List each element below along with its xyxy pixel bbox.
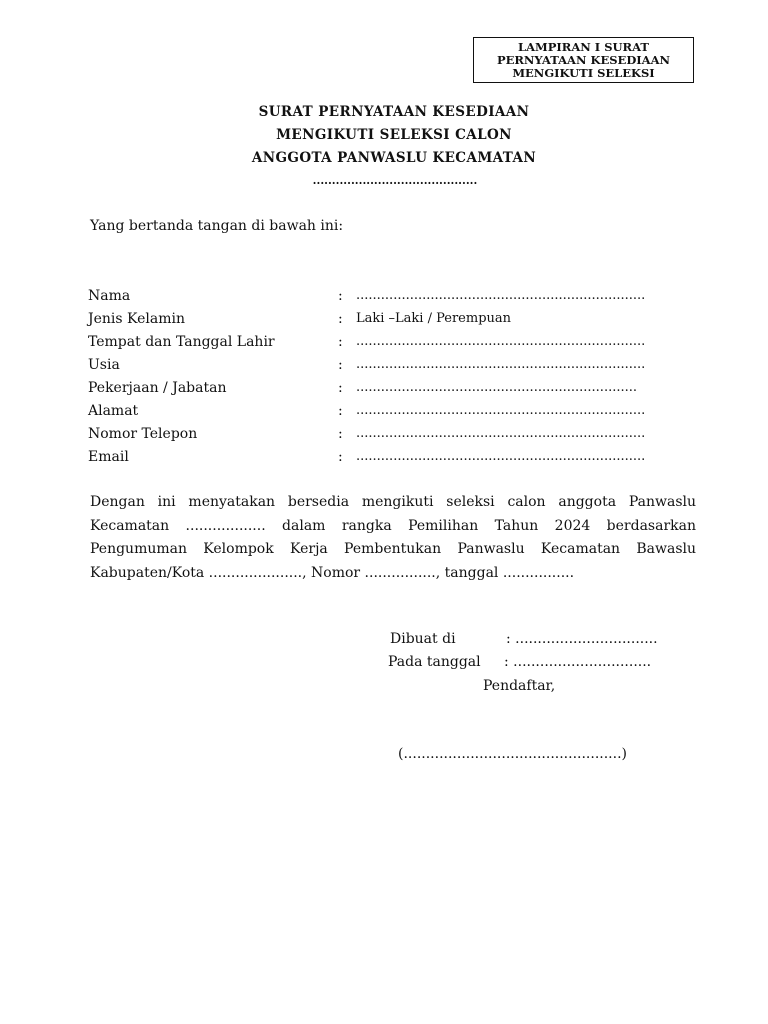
field-colon: :	[338, 288, 343, 304]
field-label: Usia	[88, 357, 120, 373]
signature-name-placeholder[interactable]: (.................................................)	[398, 746, 627, 762]
field-value-phone[interactable]: ......................................................................	[356, 426, 646, 441]
field-label: Jenis Kelamin	[88, 311, 185, 327]
field-value-occupation[interactable]: ....................................................................	[356, 380, 637, 395]
field-row-email	[88, 446, 688, 468]
attachment-line-3: MENGIKUTI SELEKSI	[512, 65, 655, 80]
title-line-2: MENGIKUTI SELEKSI CALON	[276, 127, 512, 143]
statement-line-2: Kecamatan .................. dalam rangka Pemilihan Tahun 2024 berdasarkan	[90, 517, 696, 534]
field-label: Pekerjaan / Jabatan	[88, 380, 227, 396]
field-colon: :	[338, 403, 343, 419]
field-colon: :	[338, 426, 343, 442]
date-row	[388, 651, 651, 673]
statement-line-4: Kabupaten/Kota ....................., Nomor ................, tanggal ................	[90, 564, 575, 581]
statement-paragraph	[90, 491, 696, 585]
field-value-name[interactable]: ......................................................................	[356, 288, 646, 303]
field-row-birth	[88, 331, 688, 353]
field-colon: :	[338, 357, 343, 373]
attachment-box	[473, 37, 694, 83]
date-value[interactable]: : ...............................	[504, 654, 652, 670]
field-value-address[interactable]: ......................................................................	[356, 403, 646, 418]
made-at-value[interactable]: : ................................	[506, 631, 658, 647]
field-colon: :	[338, 380, 343, 396]
title-line-4: ...........................................	[312, 174, 478, 187]
field-row-gender	[88, 308, 688, 330]
field-label: Email	[88, 449, 129, 465]
title-line-1: SURAT PERNYATAAN KESEDIAAN	[258, 104, 530, 120]
attachment-line-1: LAMPIRAN I SURAT	[518, 39, 649, 54]
made-at-row	[390, 628, 658, 650]
field-value-email[interactable]: ......................................................................	[356, 449, 646, 464]
statement-line-1: Dengan ini menyatakan bersedia mengikuti seleksi calon anggota Panwaslu	[90, 494, 696, 510]
made-at-label: Dibuat di	[390, 631, 456, 647]
field-colon: :	[338, 449, 343, 465]
registrant-label: Pendaftar,	[483, 678, 556, 694]
field-row-address	[88, 400, 688, 422]
attachment-line-2: PERNYATAAN KESEDIAAN	[496, 52, 671, 67]
field-value-gender[interactable]: Laki –Laki / Perempuan	[356, 311, 512, 326]
field-label: Alamat	[88, 403, 139, 419]
field-row-age	[88, 354, 688, 376]
field-label: Tempat dan Tanggal Lahir	[88, 334, 275, 350]
date-label: Pada tanggal	[388, 654, 481, 670]
field-colon: :	[338, 311, 343, 327]
field-row-name	[88, 285, 688, 307]
field-label: Nomor Telepon	[88, 426, 198, 442]
field-label: Nama	[88, 288, 131, 304]
intro-text: Yang bertanda tangan di bawah ini:	[90, 218, 344, 234]
statement-line-3: Pengumuman Kelompok Kerja Pembentukan Panwaslu Kecamatan Bawaslu	[90, 541, 696, 557]
field-value-age[interactable]: ......................................................................	[356, 357, 646, 372]
field-row-phone	[88, 423, 688, 445]
field-row-occupation	[88, 377, 688, 399]
field-value-birth[interactable]: ......................................................................	[356, 334, 646, 349]
title-line-3: ANGGOTA PANWASLU KECAMATAN	[251, 150, 537, 166]
field-colon: :	[338, 334, 343, 350]
